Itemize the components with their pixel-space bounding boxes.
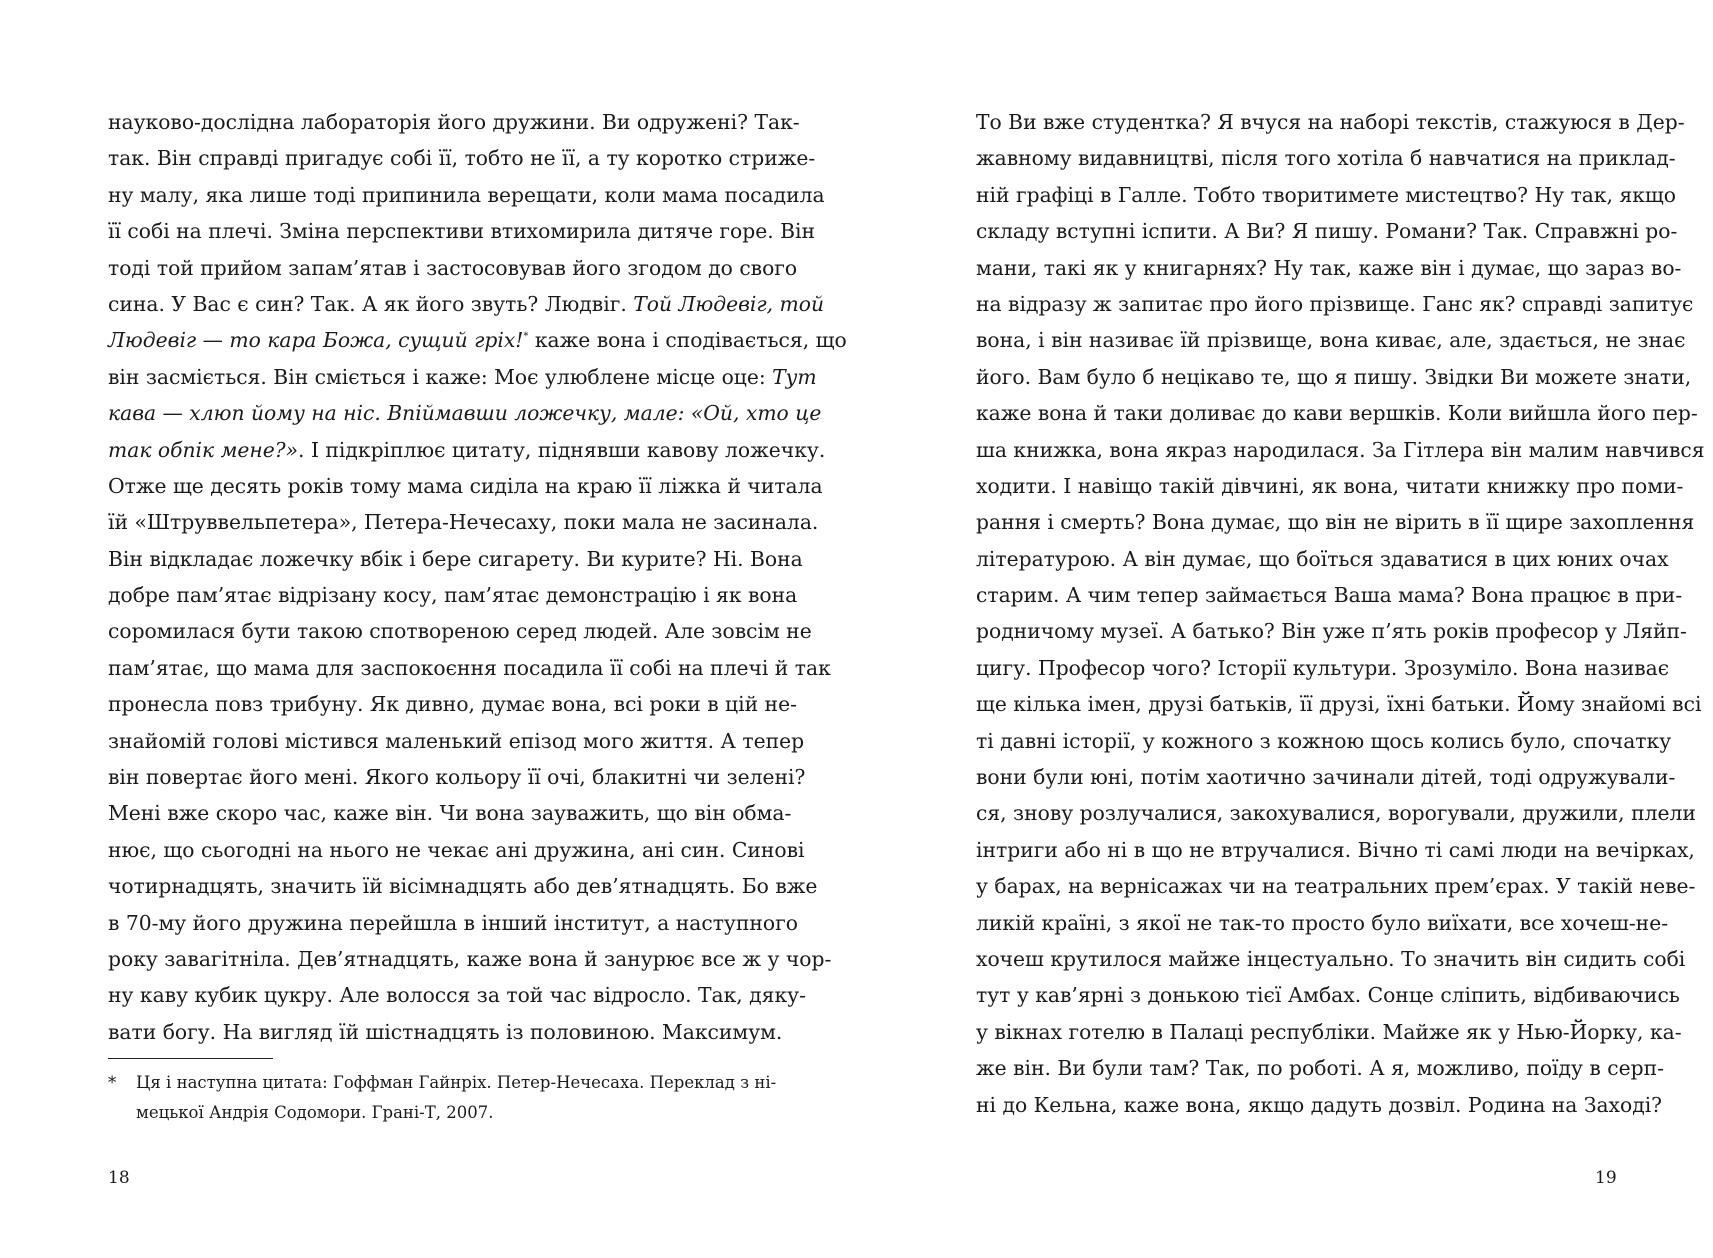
text-segment: він засміється. Він сміється і каже: Моє улюблене місце оце: [108, 364, 773, 389]
text-segment: пам’ятає, що мама для заспокоєння посадила її собі на плечі й так [108, 655, 831, 680]
text-line [108, 468, 823, 504]
text-line [976, 359, 1692, 395]
text-line [976, 941, 1686, 977]
left-page [0, 0, 856, 1258]
text-segment: добре пам’ятає відрізану косу, пам’ятає демонстрацію і як вона [108, 583, 798, 608]
italic-quote: так обпік мене?» [108, 437, 299, 462]
text-segment: ну каву кубик цукру. Але волосся за той час відросло. Так, дяку- [108, 983, 806, 1008]
text-line [976, 723, 1672, 759]
text-segment: так. Він справді пригадує собі її, тобто не її, а ту коротко стриже- [108, 146, 816, 171]
right-page [856, 0, 1713, 1258]
text-line [976, 905, 1669, 941]
footnote [108, 1068, 777, 1128]
text-segment: каже вона і сподівається, що [528, 328, 847, 353]
text-segment: складу вступні іспити. А Ви? Я пишу. Романи? Так. Справжні ро- [976, 219, 1678, 244]
text-line [108, 213, 816, 249]
text-line [108, 1014, 783, 1050]
text-segment: вати богу. На вигляд їй шістнадцять із половиною. Максимум. [108, 1019, 783, 1044]
text-line [976, 1014, 1682, 1050]
text-segment: соромилася бути такою спотвореною серед людей. Але зовсім не [108, 619, 812, 644]
italic-quote: кава — хлюп йому на ніс. Впіймавши ложечку, мале: «Ой, хто це [108, 401, 822, 426]
text-line [976, 468, 1684, 504]
text-line [976, 795, 1696, 831]
text-line [108, 759, 806, 795]
text-line [108, 104, 800, 140]
text-segment: вони були юні, потім хаотично зачинали дітей, тоді одружували- [976, 765, 1676, 790]
text-line [976, 868, 1696, 904]
text-line [976, 1087, 1663, 1123]
text-line [976, 613, 1687, 649]
text-segment: ну малу, яка лише тоді припинила верещати, коли мама посадила [108, 182, 825, 207]
text-line [976, 759, 1676, 795]
text-line [976, 250, 1682, 286]
text-segment: ша книжка, вона якраз народилася. За Гітлера він малим навчився [976, 437, 1705, 462]
text-line [108, 140, 816, 176]
text-segment: Мені вже скоро час, каже він. Чи вона зауважить, що він обма- [108, 801, 792, 826]
text-segment: чотирнадцять, значить їй вісімнадцять або дев’ятнадцять. Бо вже [108, 874, 818, 899]
text-segment: її собі на плечі. Зміна перспективи втихомирила дитяче горе. Він [108, 219, 816, 244]
text-line [108, 650, 831, 686]
footnote-marker: * [108, 1073, 117, 1092]
text-line [108, 286, 825, 322]
text-segment: хочеш крутилося майже інцестуально. То значить він сидить собі [976, 946, 1686, 971]
text-line [108, 795, 792, 831]
text-segment: року завагітніла. Дев’ятнадцять, каже вона й занурює все ж у чор- [108, 946, 832, 971]
text-segment: їй «Штруввельпетера», Петера-Нечесаху, поки мала не засинала. [108, 510, 819, 535]
text-line [976, 977, 1680, 1013]
text-segment: ще кілька імен, друзі батьків, її друзі, їхні батьки. Йому знайомі всі [976, 692, 1702, 717]
text-line [108, 177, 825, 213]
text-line [976, 140, 1676, 176]
footnote-reference: * [523, 331, 529, 343]
text-segment: він повертає його мені. Якого кольору її очі, блакитні чи зелені? [108, 765, 806, 790]
right-page-body [976, 104, 1705, 1123]
text-segment: нює, що сьогодні на нього не чекає ані дружина, ані син. Синові [108, 837, 805, 862]
text-segment: в 70-му його дружина перейшла в інший інститут, а наступного [108, 910, 798, 935]
text-segment: старим. А чим тепер займається Ваша мама? Вона працює в при- [976, 583, 1683, 608]
text-segment: цигу. Професор чого? Історії культури. Зрозуміло. Вона називає [976, 655, 1670, 680]
text-line [108, 250, 798, 286]
left-page-body [108, 104, 847, 1050]
text-line [108, 395, 822, 431]
text-segment: рання і смерть? Вона думає, що він не вірить в її щире захоплення [976, 510, 1695, 535]
text-line [108, 577, 798, 613]
text-line [976, 432, 1705, 468]
text-line [976, 541, 1669, 577]
text-segment: мани, такі як у книгарнях? Ну так, каже він і думає, що зараз во- [976, 255, 1682, 280]
text-segment: Він відкладає ложечку вбік і бере сигарету. Ви курите? Ні. Вона [108, 546, 803, 571]
text-line [108, 905, 798, 941]
text-segment: інтриги або ні в що не втручалися. Вічно ті самі люди на вечірках, [976, 837, 1695, 862]
text-line [976, 322, 1686, 358]
text-line [976, 395, 1698, 431]
text-segment: жавному видавництві, після того хотіла б навчатися на приклад- [976, 146, 1676, 171]
text-line [976, 832, 1695, 868]
text-line [108, 868, 818, 904]
text-segment: ся, знову розлучалися, закохувалися, ворогували, дружили, плели [976, 801, 1696, 826]
text-line [976, 286, 1694, 322]
text-segment: літературою. А він думає, що боїться здаватися в цих юних очах [976, 546, 1669, 571]
text-segment: на відразу ж запитає про його прізвище. Ганс як? справді запитує [976, 291, 1694, 316]
footnote-line: Ця і наступна цитата: Гоффман Гайнріх. Петер-Нечесаха. Переклад з ні- [136, 1073, 777, 1092]
text-segment: ті давні історії, у кожного з кожною щось колись було, спочатку [976, 728, 1672, 753]
text-line [108, 832, 805, 868]
text-segment: знайомій голові містився маленький епізод мого життя. А тепер [108, 728, 805, 753]
text-segment: у вікнах готелю в Палаці республіки. Майже як у Нью-Йорку, ка- [976, 1019, 1682, 1044]
footnote-rule [108, 1058, 273, 1059]
text-line [976, 504, 1695, 540]
text-line [108, 686, 797, 722]
text-segment: його. Вам було б нецікаво те, що я пишу. Звідки Ви можете знати, [976, 364, 1692, 389]
italic-quote: Людевіг — то кара Божа, сущий гріх! [108, 328, 524, 353]
text-line [108, 432, 826, 468]
italic-quote: Той Людевіг, той [633, 291, 825, 316]
text-line [108, 941, 832, 977]
text-line [108, 322, 847, 358]
text-line [108, 977, 806, 1013]
text-line [976, 1050, 1664, 1086]
text-segment: Отже ще десять років тому мама сиділа на краю її ліжка й читала [108, 473, 823, 498]
text-segment: пронесла повз трибуну. Як дивно, думає вона, всі роки в цій не- [108, 692, 797, 717]
text-segment: То Ви вже студентка? Я вчуся на наборі текстів, стажуюся в Дер- [976, 110, 1685, 134]
footnote-line: мецької Андрія Содомори. Грані-Т, 2007. [136, 1103, 494, 1122]
text-segment: родничому музеї. А батько? Він уже п’ять років професор у Ляйп- [976, 619, 1687, 644]
text-line [108, 504, 819, 540]
text-segment: тоді той прийом запам’ятав і застосовував його згодом до свого [108, 255, 798, 280]
text-segment: ликій країні, з якої не так-то просто було виїхати, все хочеш-не- [976, 910, 1669, 935]
italic-quote: Тут [772, 364, 817, 389]
text-line [976, 177, 1676, 213]
text-line [108, 613, 812, 649]
text-line [976, 577, 1683, 613]
text-line [976, 650, 1670, 686]
text-segment: каже вона й таки доливає до кави вершків. Коли вийшла його пер- [976, 401, 1698, 426]
text-segment: ні до Кельна, каже вона, якщо дадуть дозвіл. Родина на Заході? [976, 1092, 1663, 1117]
text-segment: тут у кав’ярні з донькою тієї Амбах. Сонце сліпить, відбиваючись [976, 983, 1680, 1008]
text-line [108, 723, 805, 759]
text-line [976, 686, 1702, 722]
text-segment: у барах, на вернісажах чи на театральних прем’єрах. У такій неве- [976, 874, 1696, 899]
text-segment: . І підкріплює цитату, піднявши кавову ложечку. [298, 437, 826, 462]
text-segment: ній графіці в Галле. Тобто творитимете мистецтво? Ну так, якщо [976, 182, 1676, 207]
text-segment: сина. У Вас є син? Так. А як його звуть? Людвіг. [108, 291, 634, 316]
text-segment: ходити. І навіщо такій дівчині, як вона, читати книжку про поми- [976, 473, 1684, 498]
text-line [108, 541, 803, 577]
page-number-left: 18 [108, 1168, 130, 1188]
text-line [976, 104, 1685, 140]
page-number-right: 19 [1595, 1168, 1617, 1188]
text-line [108, 359, 817, 395]
text-line [976, 213, 1678, 249]
text-segment: науково-дослідна лабораторія його дружини. Ви одружені? Так- [108, 110, 800, 134]
text-segment: вона, і він називає їй прізвище, вона киває, але, здається, не знає [976, 328, 1686, 353]
footnote-text [136, 1068, 777, 1128]
text-segment: же він. Ви були там? Так, по роботі. А я, можливо, поїду в серп- [976, 1056, 1664, 1081]
